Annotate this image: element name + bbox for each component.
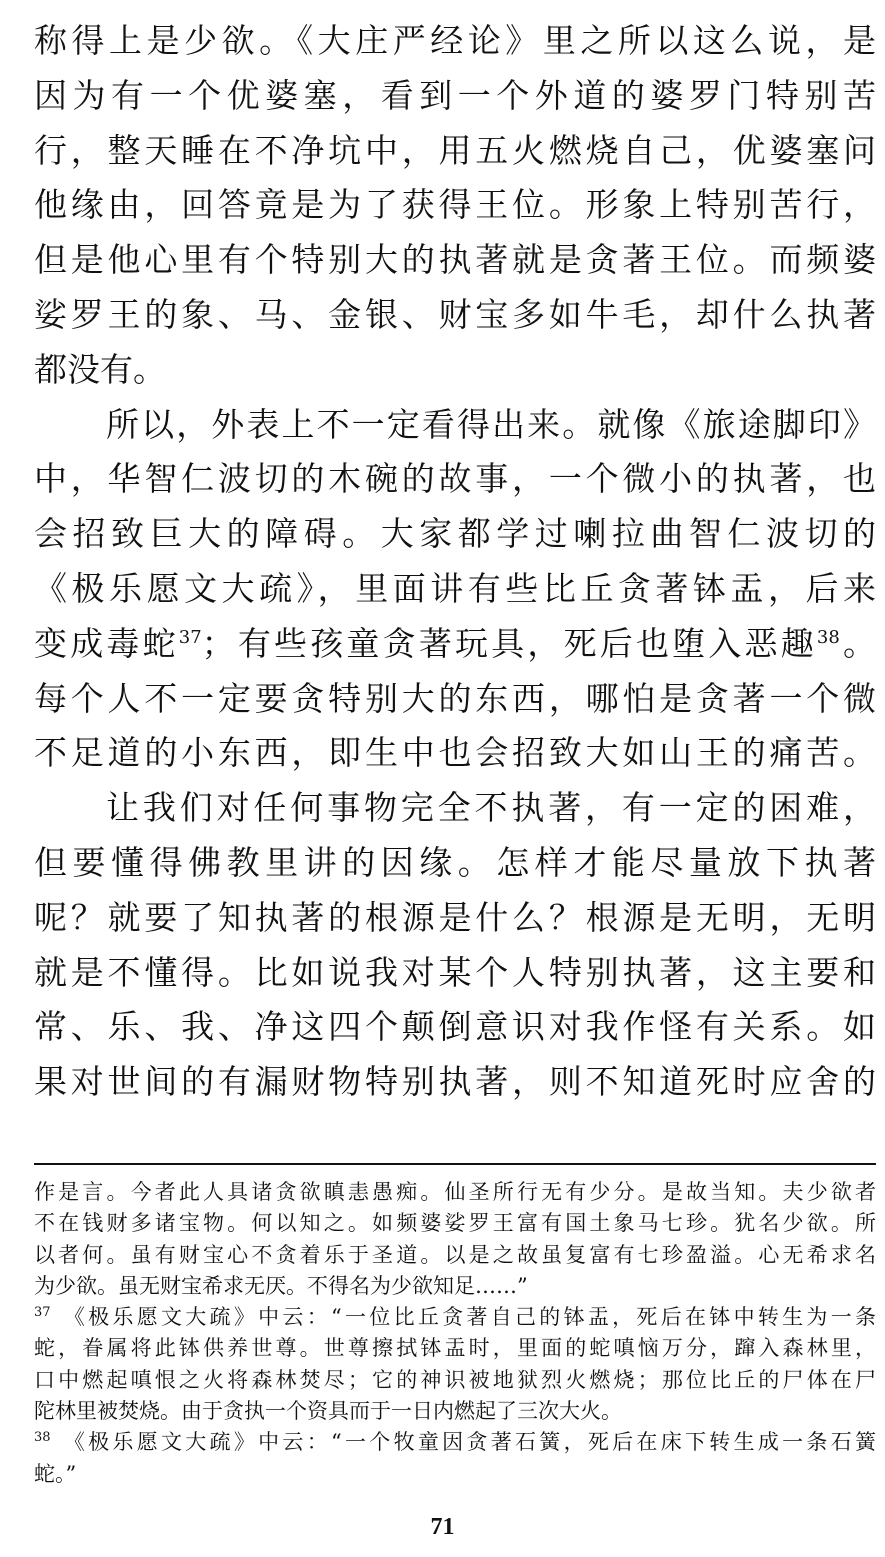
footnote-number-38: 38 (34, 1430, 51, 1446)
text-line: 果对世间的有漏财物特别执著，则不知道死时应舍的 (34, 1062, 876, 1102)
footnote-number-37: 37 (34, 1305, 51, 1321)
footnotes (34, 1177, 876, 1490)
text-line: 但是他心里有个特别大的执著就是贪著王位。而频婆 (34, 240, 876, 280)
footnote-line: 陀林里被焚烧。由于贪执一个资具而于一日内燃起了三次大火。 (34, 1399, 622, 1424)
text-line: 行，整天睡在不净坑中，用五火燃烧自己，优婆塞问 (34, 130, 876, 170)
text-line: 都没有。 (34, 349, 166, 389)
text-line: 会招致巨大的障碍。大家都学过喇拉曲智仁波切的 (34, 514, 876, 554)
footnote-text: 《极乐愿文大疏》中云：“一位比丘贪著自己的钵盂，死后在钵中转生为一条 (60, 1305, 876, 1330)
text-line: 呢？就要了知执著的根源是什么？根源是无明，无明 (34, 897, 876, 937)
text-line: 因为有一个优婆塞，看到一个外道的婆罗门特别苦 (34, 75, 876, 115)
footnote-line: 不在钱财多诸宝物。何以知之。如频婆娑罗王富有国土象马七珍。犹名少欲。所 (34, 1211, 876, 1236)
footnote-ref-37[interactable]: 37 (178, 626, 202, 648)
text-line: 中，华智仁波切的木碗的故事，一个微小的执著，也 (34, 459, 876, 499)
text-segment: 。 (839, 623, 876, 663)
footnote-line: 蛇。” (34, 1461, 77, 1486)
text-line: 他缘由，回答竟是为了获得王位。形象上特别苦行， (34, 185, 876, 225)
text-line-with-refs (34, 617, 876, 672)
text-line: 所以，外表上不一定看得出来。就像《旅途脚印》 (106, 404, 876, 444)
main-text (34, 14, 876, 1110)
footnote-38-line (34, 1427, 876, 1458)
text-line: 《极乐愿文大疏》，里面讲有些比丘贪著钵盂，后来 (34, 568, 876, 608)
footnote-line: 为少欲。虽无财宝希求无厌。不得名为少欲知足……” (34, 1273, 528, 1298)
footnote-text: 《极乐愿文大疏》中云：“一个牧童因贪著石簧，死后在床下转生成一条石簧 (60, 1430, 876, 1455)
text-line: 不足道的小东西，即生中也会招致大如山王的痛苦。 (34, 733, 876, 773)
text-segment: ；有些孩童贪著玩具，死后也堕入恶趣 (201, 623, 817, 663)
footnote-line: 口中燃起嗔恨之火将森林焚尽；它的神识被地狱烈火燃烧；那位比丘的尸体在尸 (34, 1367, 876, 1392)
footnote-line: 作是言。今者此人具诸贪欲瞋恚愚痴。仙圣所行无有少分。是故当知。夫少欲者 (34, 1180, 876, 1204)
text-line: 但要懂得佛教里讲的因缘。怎样才能尽量放下执著 (34, 842, 876, 882)
footnote-line: 蛇，眷属将此钵供养世尊。世尊擦拭钵盂时，里面的蛇嗔恼万分，蹿入森林里， (34, 1336, 876, 1361)
text-line: 让我们对任何事物完全不执著，有一定的困难， (106, 788, 876, 828)
text-line: 娑罗王的象、马、金银、财宝多如牛毛，却什么执著 (34, 294, 876, 334)
page-number: 71 (430, 1514, 455, 1540)
footnote-37-line (34, 1302, 876, 1333)
text-line: 就是不懂得。比如说我对某个人特别执著，这主要和 (34, 952, 876, 992)
footnote-line: 以者何。虽有财宝心不贪着乐于圣道。以是之故虽复富有七珍盈溢。心无希求名 (34, 1242, 876, 1267)
text-line: 称得上是少欲。《大庄严经论》里之所以这么说，是 (34, 21, 876, 60)
footnote-ref-38[interactable]: 38 (816, 626, 840, 648)
text-line: 每个人不一定要贪特别大的东西，哪怕是贪著一个微 (34, 678, 876, 718)
footnote-divider (34, 1163, 876, 1165)
text-segment: 变成毒蛇 (34, 623, 179, 663)
text-line: 常、乐、我、净这四个颠倒意识对我作怪有关系。如 (34, 1007, 876, 1047)
